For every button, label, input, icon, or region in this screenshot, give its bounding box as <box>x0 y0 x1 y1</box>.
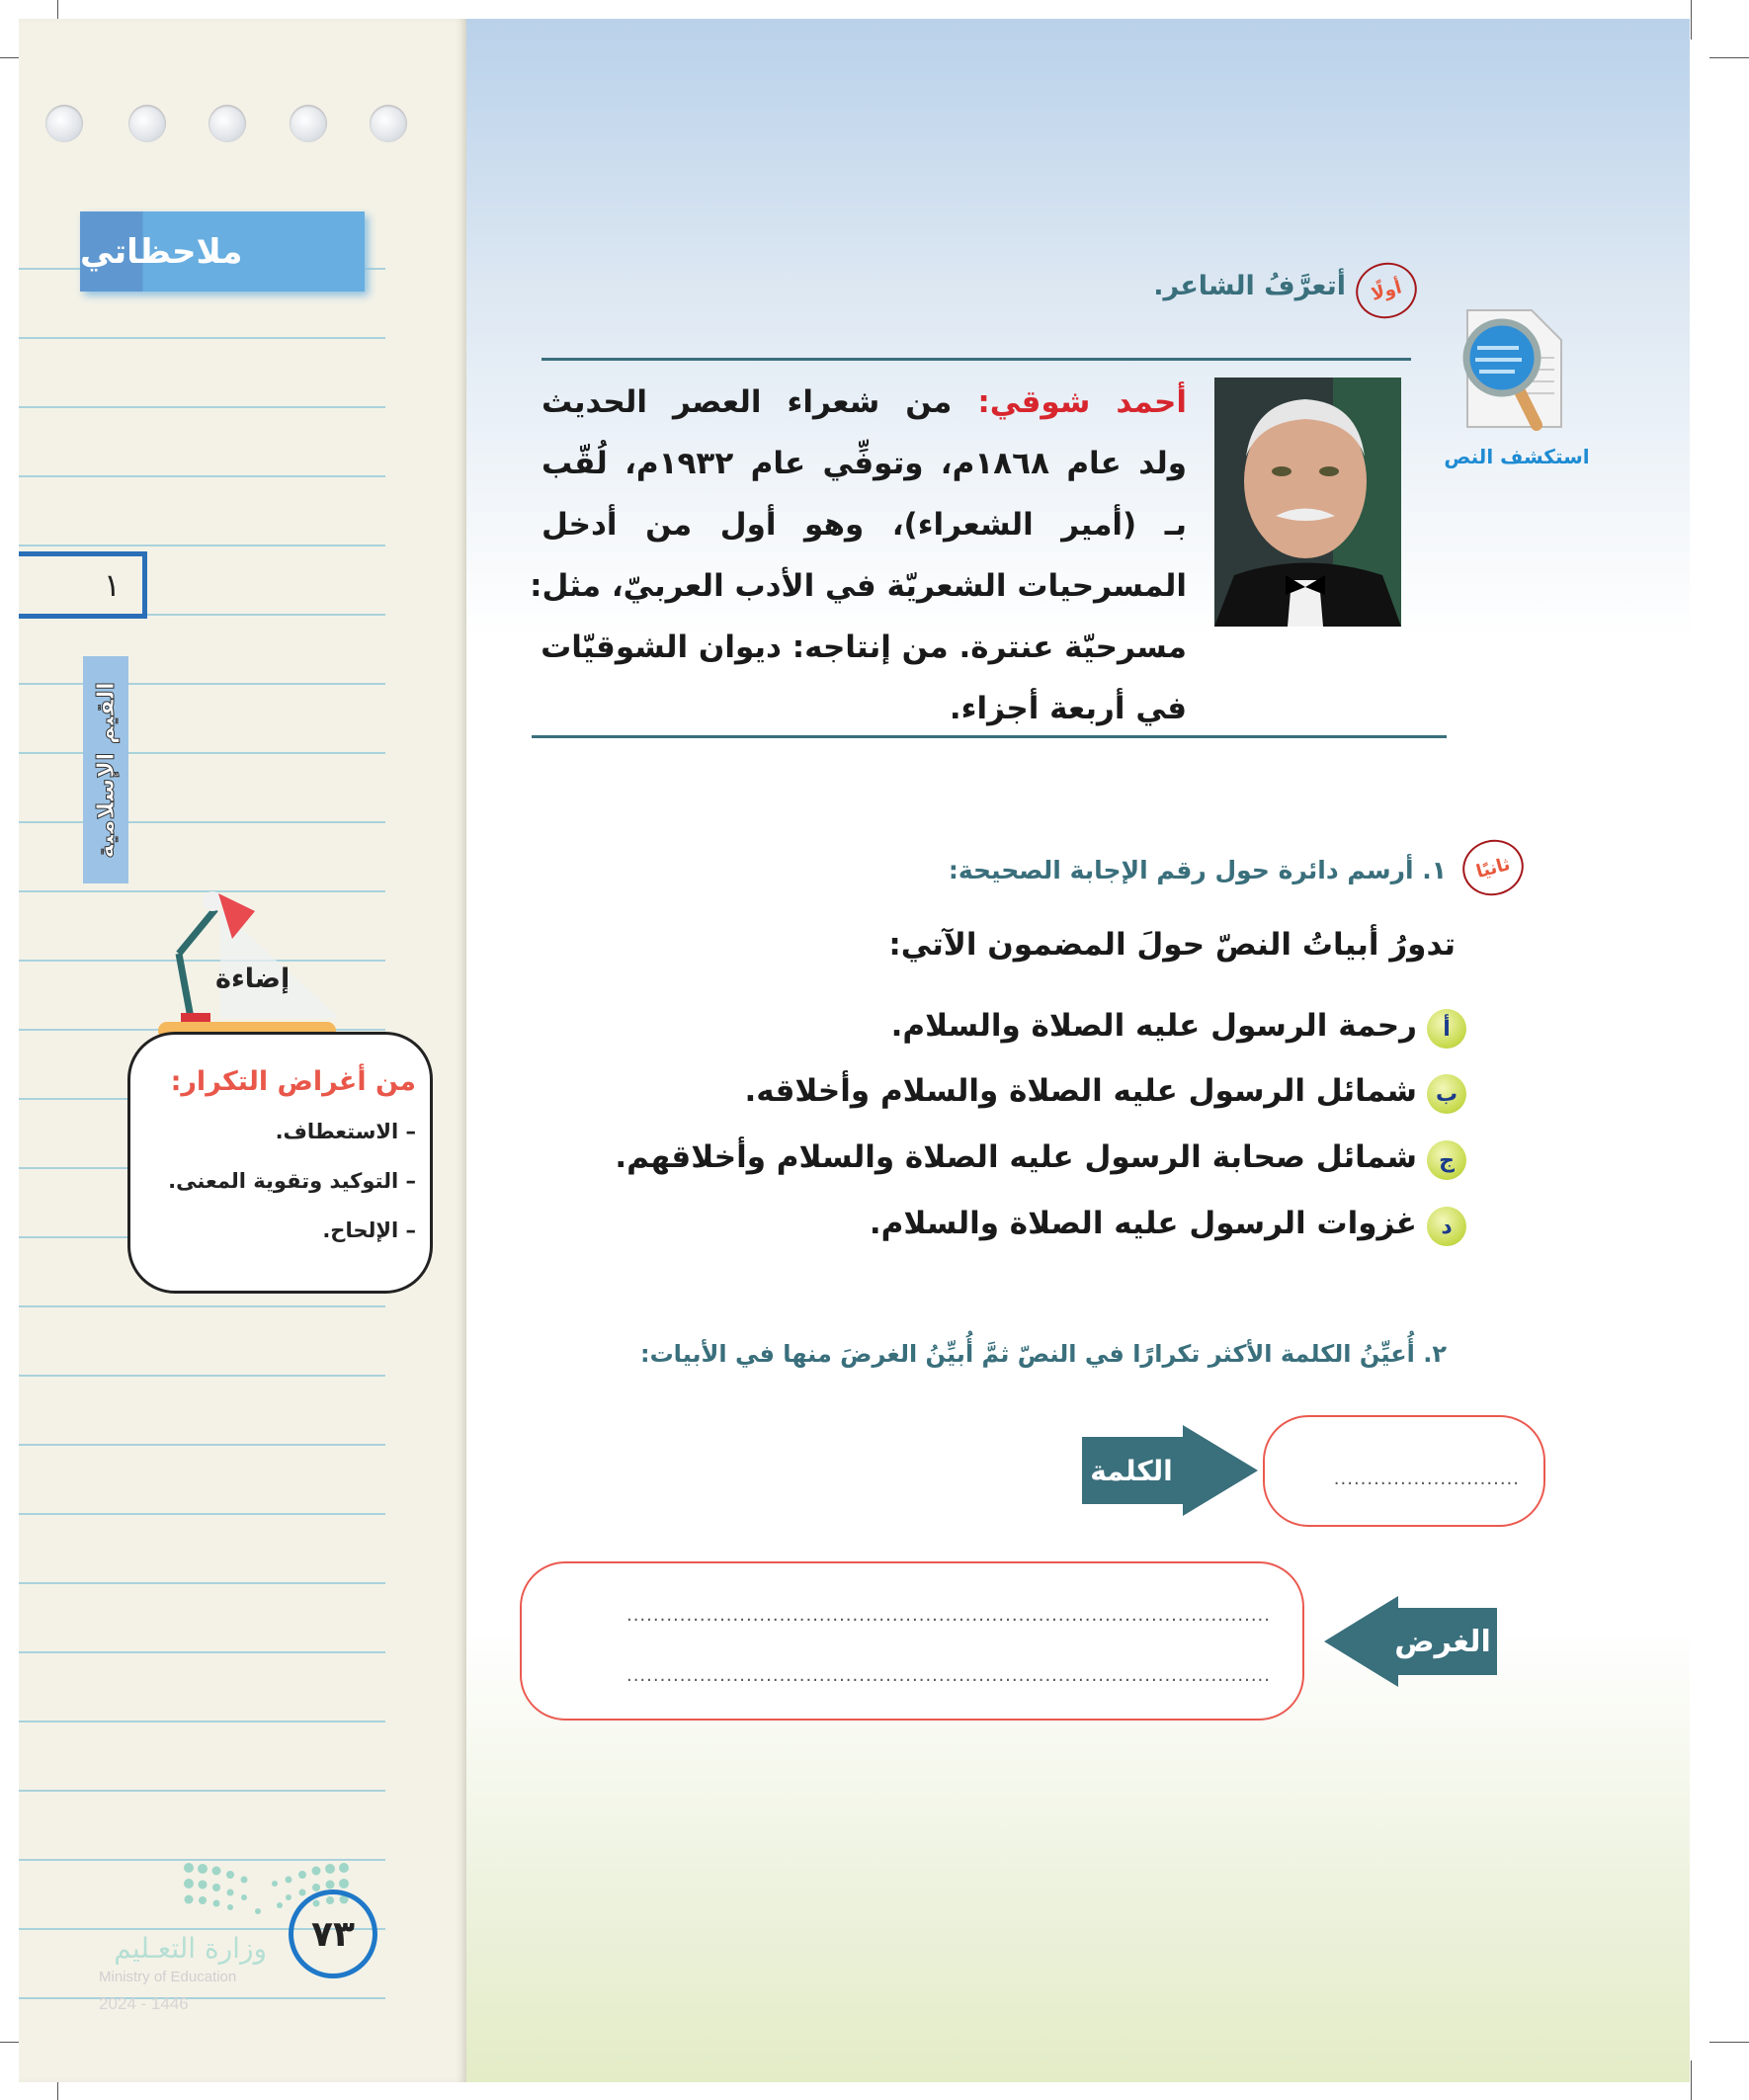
purpose-answer-line[interactable]: ................................................................................................. <box>625 1665 1271 1686</box>
unit-number-box <box>19 551 147 619</box>
purpose-answer-line[interactable]: ................................................................................................. <box>625 1605 1271 1626</box>
purpose-answer-box[interactable] <box>520 1561 1304 1721</box>
page-number-circle <box>289 1890 377 1978</box>
unit-name: القيم الإسلامية <box>92 681 120 859</box>
question-1-stem: تدورُ أبياتُ النصّ حولَ المضمون الآتي: <box>888 927 1456 963</box>
word-answer-placeholder[interactable]: ............................ <box>1333 1469 1520 1489</box>
ruled-line <box>19 1305 385 1307</box>
ruled-line <box>19 1444 385 1446</box>
ruled-line <box>19 1997 385 1999</box>
binder-hole <box>208 105 246 142</box>
bio-line: في أربعة أجزاء. <box>949 691 1187 726</box>
bio-line: ولد عام ١٨٦٨م، وتوفِّي عام ١٩٣٢م، لُقّب <box>541 446 1188 481</box>
option-a[interactable]: رحمة الرسول عليه الصلاة والسلام. <box>890 1008 1417 1044</box>
notes-title: ملاحظاتي <box>80 231 243 272</box>
ruled-line <box>19 1513 385 1515</box>
ministry-arabic: وزارة التعـليم <box>114 1932 267 1965</box>
option-badge-d[interactable]: د <box>1427 1207 1466 1246</box>
tip-box <box>127 1032 433 1294</box>
poet-photo <box>1214 378 1401 627</box>
unit-name-ribbon <box>83 656 128 883</box>
bio-line: بـ (أمير الشعراء)، وهو أول من أدخل <box>541 507 1187 543</box>
tip-item: – الاستعطاف. <box>275 1120 416 1143</box>
divider <box>532 735 1447 738</box>
question-2: ٢. أُعيِّنُ الكلمة الأكثر تكرارًا في النصّ ثمَّ أُبيِّنُ الغرضَ منها في الأبيات: <box>639 1340 1447 1368</box>
notes-title-banner <box>80 211 365 292</box>
ruled-line <box>19 545 385 546</box>
crop-mark <box>1691 0 1692 40</box>
ruled-line <box>19 475 385 477</box>
tip-label: إضاءة <box>215 964 291 994</box>
binder-hole <box>370 105 407 142</box>
tip-title: من أغراض التكرار: <box>170 1066 416 1097</box>
crop-mark <box>1709 57 1749 58</box>
option-badge-b[interactable]: ب <box>1427 1074 1466 1114</box>
ruled-line <box>19 752 385 754</box>
unit-number: ١ <box>103 566 121 604</box>
bio-line: مسرحيّة عنترة. من إنتاجه: ديوان الشوقيّات <box>541 630 1187 665</box>
ruled-line <box>19 683 385 685</box>
explore-text-label: استكشف النص <box>1444 445 1590 468</box>
ruled-line <box>19 337 385 339</box>
option-badge-c[interactable]: ج <box>1427 1140 1466 1180</box>
ruled-line <box>19 406 385 408</box>
word-label: الكلمة <box>1090 1454 1173 1487</box>
bio-line: المسرحيات الشعريّة في الأدب العربيّ، مثل: <box>530 568 1187 604</box>
option-badge-a[interactable]: أ <box>1427 1009 1466 1049</box>
ministry-year: 2024 - 1446 <box>99 1994 189 2013</box>
option-d[interactable]: غزوات الرسول عليه الصلاة والسلام. <box>869 1206 1417 1241</box>
section-stamp-second: ثانيًا <box>1457 833 1530 902</box>
tip-item: – التوكيد وتقوية المعنى. <box>168 1169 416 1193</box>
option-c[interactable]: شمائل صحابة الرسول عليه الصلاة والسلام وأخلاقهم. <box>615 1139 1417 1175</box>
crop-mark <box>1691 2060 1692 2100</box>
divider <box>541 358 1411 361</box>
binder-hole <box>45 105 83 142</box>
bio-line: أحمد شوقي: من شعراء العصر الحديث <box>541 384 1188 420</box>
explore-text-icon <box>1458 308 1571 435</box>
section-stamp-first: أولًا <box>1350 256 1423 325</box>
section1-title: أتعرَّفُ الشاعر. <box>1153 271 1346 301</box>
option-b[interactable]: شمائل الرسول عليه الصلاة والسلام وأخلاقه. <box>744 1073 1417 1109</box>
word-answer-box[interactable] <box>1263 1415 1545 1527</box>
page-number: ٧٣ <box>311 1913 355 1955</box>
ruled-line <box>19 1651 385 1653</box>
lamp-icon <box>161 880 339 1028</box>
crop-mark <box>1709 2042 1749 2043</box>
ruled-line <box>19 821 385 823</box>
question-1: ١. أرسم دائرة حول رقم الإجابة الصحيحة: <box>948 856 1447 884</box>
ruled-line <box>19 1790 385 1792</box>
ruled-line <box>19 1582 385 1584</box>
purpose-label: الغرض <box>1394 1624 1491 1659</box>
ruled-line <box>19 1721 385 1722</box>
ministry-english: Ministry of Education <box>99 1969 237 1985</box>
ruled-line <box>19 1375 385 1377</box>
tip-item: – الإلحاح. <box>322 1218 416 1242</box>
binder-hole <box>290 105 327 142</box>
poet-name: أحمد شوقي: <box>977 384 1188 420</box>
binder-hole <box>128 105 166 142</box>
